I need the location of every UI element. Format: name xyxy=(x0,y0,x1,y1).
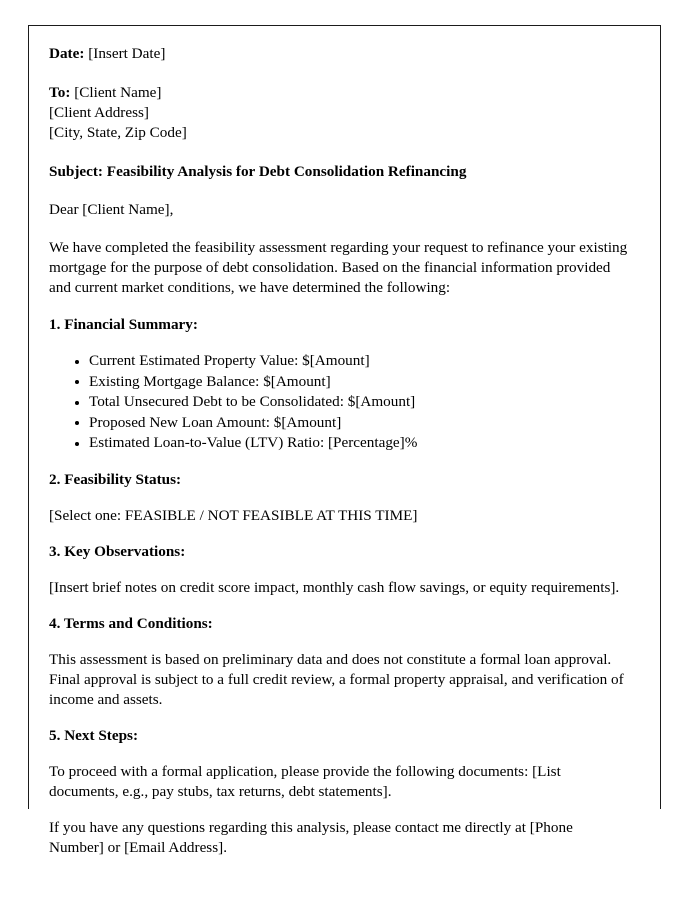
financial-summary-list xyxy=(49,351,629,454)
section-3-heading-block xyxy=(49,542,629,562)
recipient-name: [Client Name] xyxy=(74,84,162,101)
section-4-heading-block xyxy=(49,614,629,634)
date-line xyxy=(49,44,629,64)
recipient-city-state-zip: [City, State, Zip Code] xyxy=(49,124,187,141)
list-item xyxy=(49,351,629,372)
section-heading-terms-and-conditions: 4. Terms and Conditions: xyxy=(49,614,213,632)
date-value: [Insert Date] xyxy=(88,45,166,62)
bullet-icon xyxy=(75,442,79,446)
closing-paragraph: If you have any questions regarding this analysis, please contact me directly at [Phone Number] or [Email Address]. xyxy=(49,818,573,856)
recipient-name-line xyxy=(49,83,629,103)
subject-block xyxy=(49,162,629,182)
recipient-block xyxy=(49,83,629,143)
section-2-body-block xyxy=(49,506,629,526)
feasibility-status-text: [Select one: FEASIBLE / NOT FEASIBLE AT THIS TIME] xyxy=(49,506,418,524)
list-item-label: Current Estimated Property Value: $[Amount] xyxy=(89,352,370,369)
section-4-body-block xyxy=(49,650,629,710)
section-heading-next-steps: 5. Next Steps: xyxy=(49,726,139,744)
subject-line: Subject: Feasibility Analysis for Debt Consolidation Refinancing xyxy=(49,163,467,180)
list-item xyxy=(49,392,629,413)
section-1-heading-block xyxy=(49,315,629,335)
bullet-icon xyxy=(75,380,79,384)
section-heading-feasibility-status: 2. Feasibility Status: xyxy=(49,470,182,488)
greeting-line: Dear [Client Name], xyxy=(49,201,174,218)
list-item xyxy=(49,413,629,434)
bullet-icon xyxy=(75,401,79,405)
letter-page xyxy=(28,25,661,856)
list-item-label: Existing Mortgage Balance: $[Amount] xyxy=(89,372,331,390)
list-item xyxy=(49,433,629,454)
section-heading-financial-summary: 1. Financial Summary: xyxy=(49,316,198,333)
letter-body xyxy=(49,44,629,874)
to-label: To: xyxy=(49,84,71,101)
date-block xyxy=(49,44,629,64)
section-3-body-block xyxy=(49,578,629,598)
list-item-label: Proposed New Loan Amount: $[Amount] xyxy=(89,413,342,431)
list-item-label: Estimated Loan-to-Value (LTV) Ratio: [Percentage]% xyxy=(89,434,418,451)
recipient-address: [Client Address] xyxy=(49,104,149,121)
section-5-body-block xyxy=(49,762,629,802)
section-2-heading-block xyxy=(49,470,629,490)
section-5-heading-block xyxy=(49,726,629,746)
list-item xyxy=(49,372,629,393)
terms-and-conditions-text: This assessment is based on preliminary data and does not constitute a formal loan approval. Final approval is subject to a full credit review, a formal property appraisal, and verification of income and assets. xyxy=(49,650,624,708)
date-label: Date: xyxy=(49,45,85,62)
bullet-icon xyxy=(75,421,79,425)
key-observations-text: [Insert brief notes on credit score impact, monthly cash flow savings, or equity requirements]. xyxy=(49,578,620,596)
intro-block xyxy=(49,238,629,298)
closing-block xyxy=(49,818,629,858)
next-steps-text: To proceed with a formal application, please provide the following documents: [List documents, e.g., pay stubs, tax returns, debt statements]. xyxy=(49,762,561,800)
section-heading-key-observations: 3. Key Observations: xyxy=(49,542,186,560)
greeting-block xyxy=(49,200,629,220)
intro-paragraph: We have completed the feasibility assessment regarding your request to refinance your existing mortgage for the purpose of debt consolidation. Based on the financial information provided and current market conditions, we have determined the following: xyxy=(49,239,628,296)
bullet-icon xyxy=(75,360,79,364)
list-item-label: Total Unsecured Debt to be Consolidated: $[Amount] xyxy=(89,393,416,410)
